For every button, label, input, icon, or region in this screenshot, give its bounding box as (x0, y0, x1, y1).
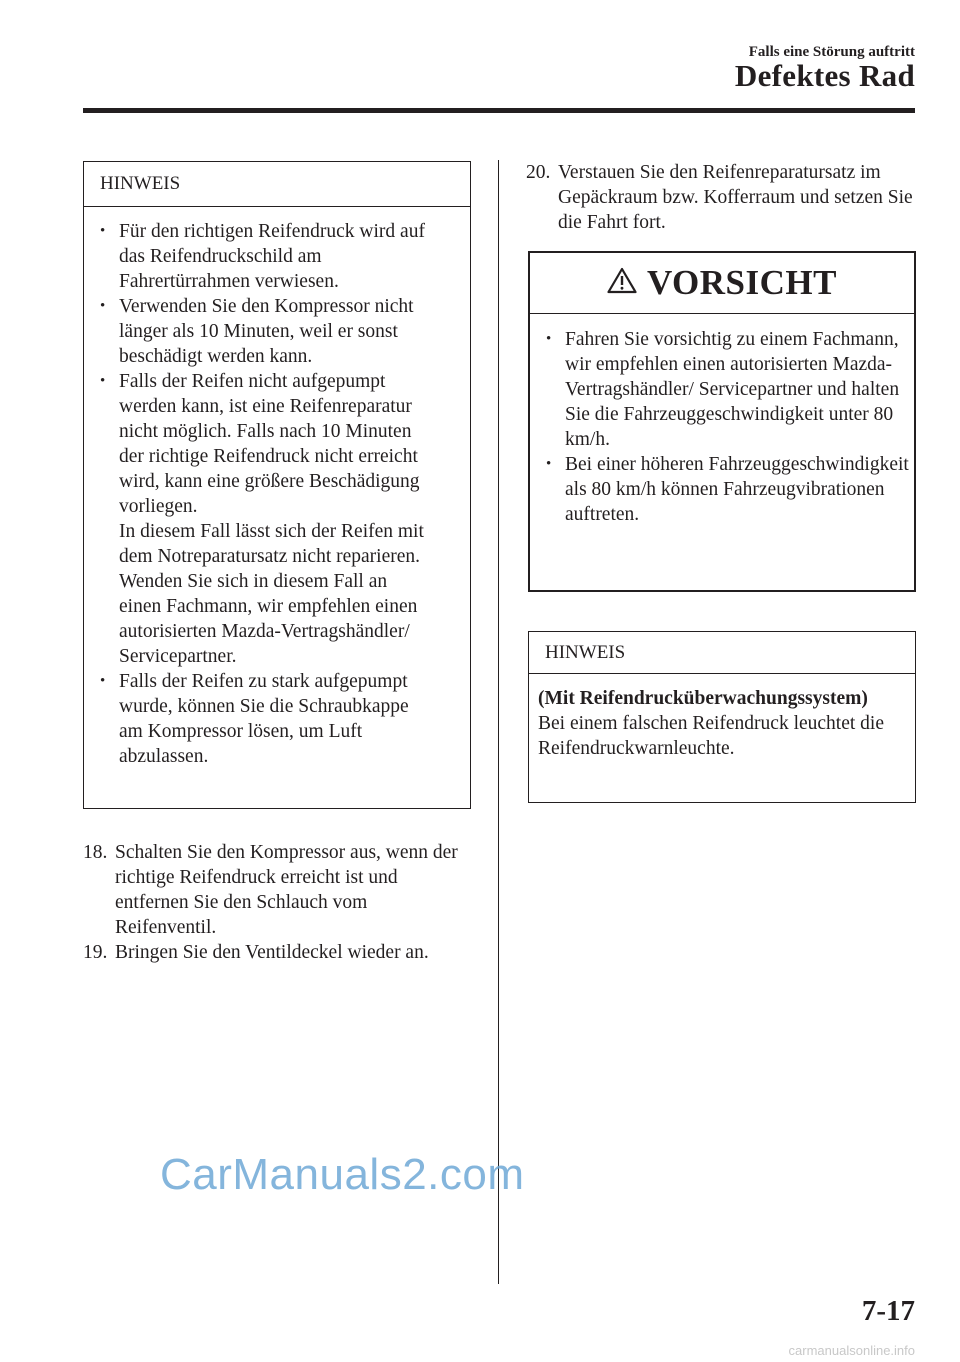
caution-header (530, 253, 914, 314)
note-bullet-list (84, 207, 429, 769)
header-rule (83, 108, 915, 113)
step-item (83, 940, 473, 965)
note-bullet: • Falls der Reifen zu stark aufgepumpt wurde, können Sie die Schraubkappe am Kompressor lösen, um Luft abzulassen. (84, 669, 429, 769)
caution-bullet: • Fahren Sie vorsichtig zu einem Fachmann, wir empfehlen einen autorisierten Mazda-Vertragshändler/ Servicepartner und halten Sie die Fahrzeuggeschwindigkeit unter 80 km/h. (530, 327, 910, 452)
step-item (526, 160, 916, 235)
step-text: Verstauen Sie den Reifenreparatursatz im Gepäckraum bzw. Kofferraum und setzen Sie die Fahrt fort. (558, 162, 913, 233)
note-content (529, 674, 915, 761)
caution-bullet-list (530, 314, 910, 527)
step-item (83, 840, 473, 940)
note-box-left (83, 161, 471, 809)
step-number: 20. (526, 162, 551, 183)
step-text: Schalten Sie den Kompressor aus, wenn der richtige Reifendruck erreicht ist und entfernen Sie den Schlauch vom Reifenventil. (115, 842, 458, 938)
note-subheading: (Mit Reifendrucküberwachungssystem) (538, 688, 868, 709)
note-heading: HINWEIS (529, 632, 915, 674)
step-text: Bringen Sie den Ventildeckel wieder an. (115, 942, 429, 963)
note-text: Bei einem falschen Reifendruck leuchtet die Reifendruckwarnleuchte. (538, 713, 884, 759)
note-bullet: • Für den richtigen Reifendruck wird auf das Reifendruckschild am Fahrertürrahmen verwiesen. (84, 219, 429, 294)
caution-box (528, 251, 916, 592)
caution-title: VORSICHT (646, 263, 837, 302)
note-box-right (528, 631, 916, 803)
step-number: 18. (83, 842, 108, 863)
section-title: Falls eine Störung auftritt (748, 44, 915, 60)
note-bullet: • Verwenden Sie den Kompressor nicht länger als 10 Minuten, weil er sonst beschädigt werden kann. (84, 294, 429, 369)
note-heading: HINWEIS (84, 162, 470, 207)
page-number: 7-17 (861, 1295, 915, 1327)
note-bullet: • Falls der Reifen nicht aufgepumpt werden kann, ist eine Reifenreparatur nicht möglich. Falls nach 10 Minuten der richtige Reifendruck nicht erreicht wird, kann eine größere Beschädigung vorliegen. In diesem Fall lässt sich der Reifen mit dem Notreparatursatz nicht reparieren. Wenden Sie sich in diesem Fall an einen Fachmann, wir empfehlen einen autorisierten Mazda-Vertragshändler/ Servicepartner. (84, 369, 429, 669)
step-number: 19. (83, 942, 108, 963)
caution-bullet: • Bei einer höheren Fahrzeuggeschwindigkeit als 80 km/h können Fahrzeugvibrationen auftreten. (530, 452, 910, 527)
site-watermark: carmanualsonline.info (788, 1343, 915, 1358)
watermark-logo: CarManuals2.com (160, 1150, 525, 1199)
page-title: Defektes Rad (734, 58, 915, 93)
step-list-right (526, 160, 916, 235)
step-list-left (83, 840, 473, 965)
column-divider (498, 160, 499, 1284)
note-bullet-continuation: In diesem Fall lässt sich der Reifen mit dem Notreparatursatz nicht reparieren. Wenden Sie sich in diesem Fall an einen Fachmann, wir empfehlen einen autorisierten Mazda-Vertragshändler/ Servicepartner. (119, 521, 424, 667)
warning-triangle-icon (607, 267, 637, 299)
